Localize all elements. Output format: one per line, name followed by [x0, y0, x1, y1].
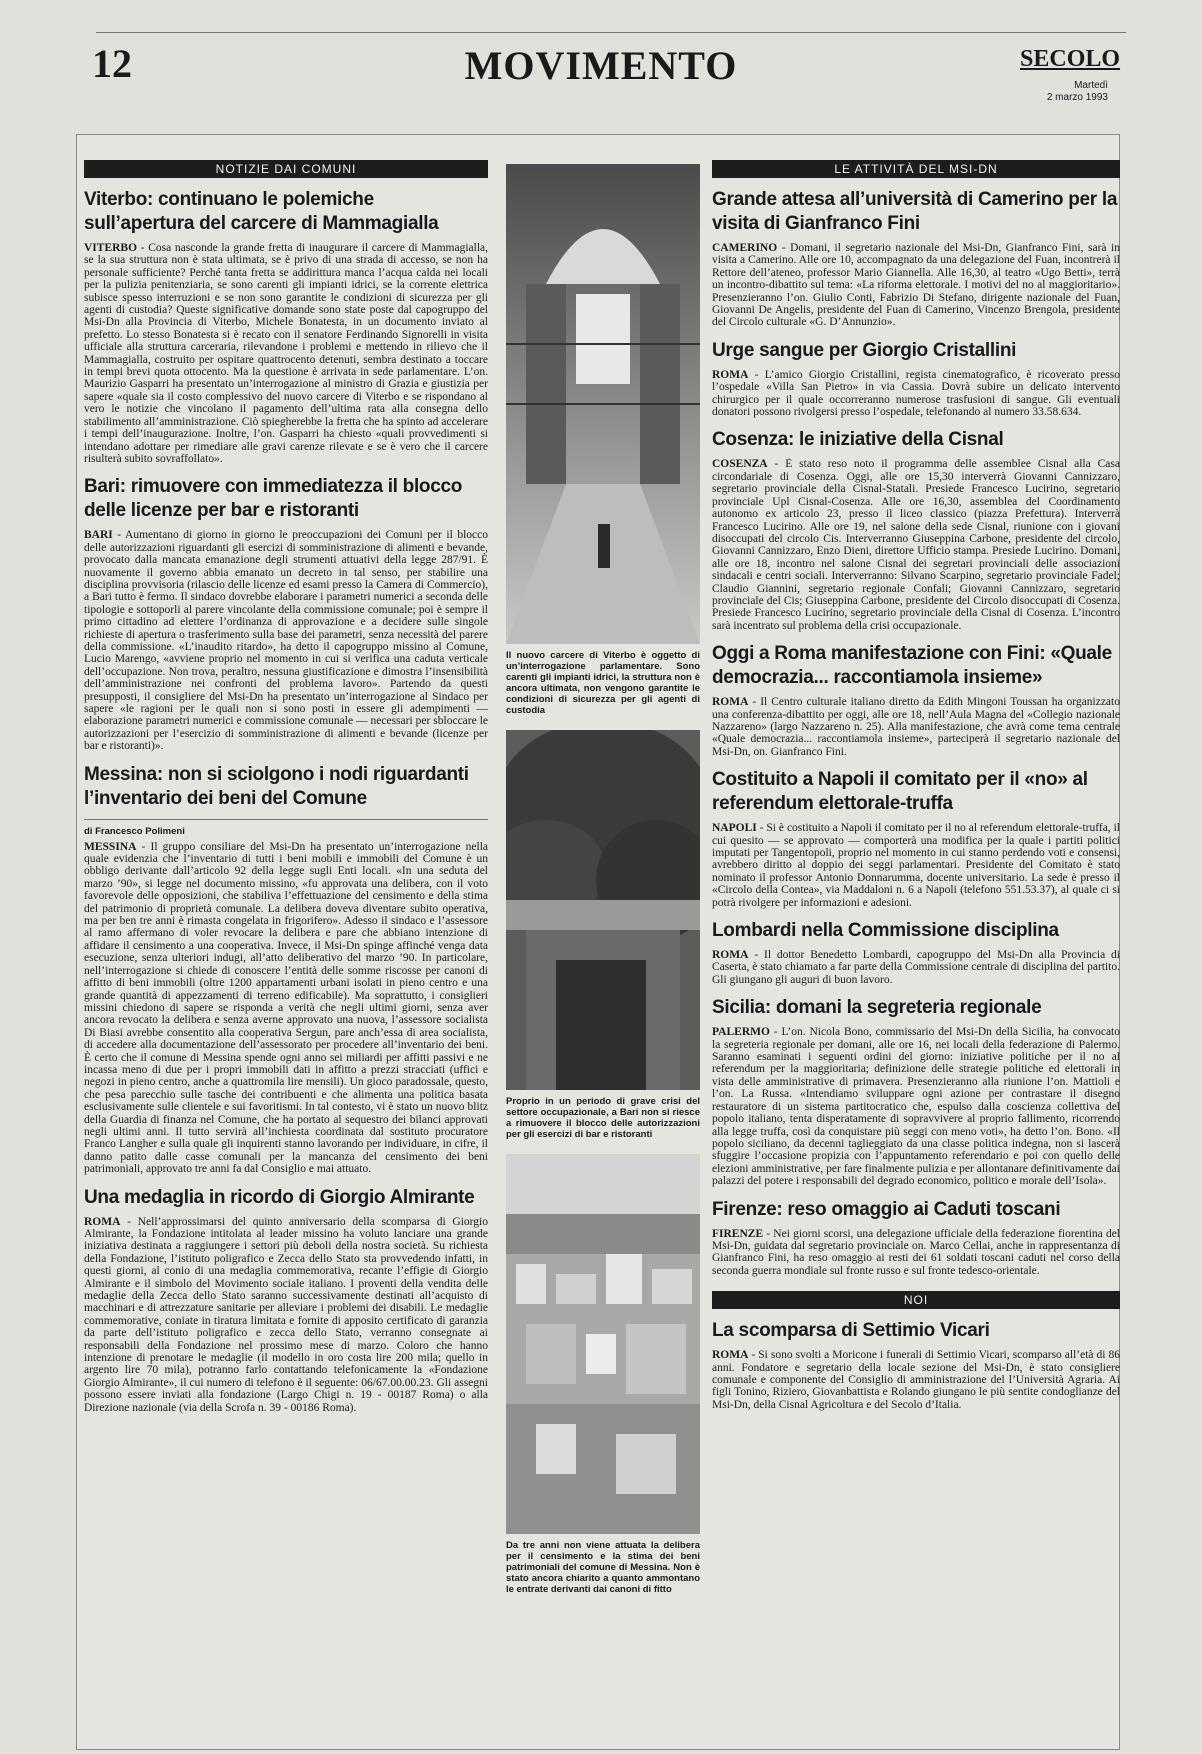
prison-photo — [506, 164, 700, 644]
article-vicari-title: La scomparsa di Settimio Vicari — [712, 1320, 990, 1342]
article-napoli-title: Costituito a Napoli il comitato per il «no» al referendum elettorale-truffa — [712, 769, 1088, 815]
article-lombardi-body: ROMA - Il dottor Benedetto Lombardi, capogruppo del Msi-Dn alla Provincia di Caserta, è stato chiamato a far parte della Commissione centrale di disciplina del partito. Gli giungano gli auguri di buon lavoro. — [712, 949, 1120, 986]
article-messina-body: MESSINA - Il gruppo consiliare del Msi-Dn ha presentato un’interrogazione nella quale evidenzia che l’inventario di tutti i beni mobili e immobili del Comune è un obbligo derivante dall’articolo 92 della legge sugli Enti locali. «In una seduta del marzo ’90», si legge nel documento missino, «fu approvata una delibera, con il voto favorevole delle opposizioni, che stabiliva l’effettuazione del censimento e della stima del patrimonio di proprietà comunale. La delibera doveva diventare subito operativa, ma per ben tre anni è rimasta congelata in frigorifero». Adesso il sindaco e l’assessore al ramo affermano di voler revocare la delibera e pare che abbiano intenzione di affidare il censimento a una cooperativa. Invece, il Msi-Dn spinge affinché venga data esecuzione, senza ulteriori indugi, all’atto deliberativo del marzo ’90. In particolare, nell’interrogazione si chiede di conoscere l’entità delle somme riscosse per canoni di affitto di beni immobili (oltre 1200 appartamenti urbani isolati in pieno centro e una grande quantità di appezzamenti di terreno edificabile). Ma soprattutto, i consiglieri missini chiedono di sapere se risponda a verità che negli ultimi giorni, senza aver ancora revocato la delibera e senza averne approvato una nuova, l’assessore socialista Di Biasi avrebbe consentito alla cooperativa Sergun, pare anch’essa di area socialista, di accedere alla documentazione dell’assessorato per procedere all’inventario dei beni. È certo che il comune di Messina spende ogni anno sei miliardi per affitti passivi e ne incassa meno di due per i propri immobili dati in affitto a prezzi stracciati (uffici e negozi in pieno centro, anche a quattromila lire mensili). Un gioco paradossale, questo, che pesa parecchio sulle tasche dei contribuenti e che alimenta una politica basata esclusivamente sulle clientele e sui favoritismi. In tal contesto, vi è stato un nuovo blitz della Guardia di finanza nel Comune, che ha portato al sequestro dei bilanci approvati negli ultimi anni. Il tutto servirà all’inchiesta coordinata dal sostituto procuratore Franco Langher e sulla quale gli inquirenti stanno lavorando per individuare, in cifre, il danno patito dalle casse comunali per la mancanza del censimento dei beni patrimoniali, approvato tre anni fa dal Consiglio e mai attuato. — [84, 840, 488, 1176]
bari-photo-caption: Proprio in un periodo di grave crisi del settore occupazionale, a Bari non si riesce a rimuovere il blocco delle autorizzazioni per gli esercizi di bar e ristoranti — [506, 1096, 700, 1140]
section-bar-comuni: NOTIZIE DAI COMUNI — [84, 160, 488, 178]
article-cosenza-title: Cosenza: le iniziative della Cisnal — [712, 429, 1004, 451]
article-bari-title: Bari: rimuovere con immediatezza il blocco delle licenze per bar e ristoranti — [84, 476, 463, 522]
article-lombardi-title: Lombardi nella Commissione disciplina — [712, 920, 1059, 942]
prison-photo-drawing — [506, 164, 700, 644]
article-firenze-body: FIRENZE - Nei giorni scorsi, una delegazione ufficiale della federazione fiorentina del Msi-Dn, guidata dal segretario provinciale on. Marco Cellai, anche in rappresentanza di Gianfranco Fini, ha reso omaggio ai resti dei 61 soldati toscani caduti nel corso della seconda guerra mondiale sul fronte russo e sul fronte tedesco-orientale. — [712, 1227, 1120, 1277]
left-column — [84, 160, 488, 1742]
article-fini-roma-title: Oggi a Roma manifestazione con Fini: «Quale democrazia... raccontiamola insieme» — [712, 643, 1112, 689]
section-bar-noi: NOI — [712, 1291, 1120, 1309]
article-viterbo-title: Viterbo: continuano le polemiche sull’apertura del carcere di Mammagialla — [84, 189, 439, 234]
section-title: MOVIMENTO — [464, 43, 738, 88]
article-vicari-body: ROMA - Si sono svolti a Moricone i funerali di Settimio Vicari, scomparso all’età di 86 anni. Fondatore e segretario della locale sezione del Msi-Dn, è stato consigliere comunale e componente del Consiglio di amministrazione del l’Università Agraria. Ai figli Tonino, Riziero, Giovanbattista e Rolando giungano le più sentite condoglianze del Msi-Dn, della Cisnal Agricoltura e del Secolo d’Italia. — [712, 1349, 1120, 1411]
newspaper-logo: SECOLO — [1020, 46, 1121, 72]
article-bari-body: BARI - Aumentano di giorno in giorno le preoccupazioni dei Comuni per il blocco delle autorizzazioni riguardanti gli esercizi di somministrazione di alimenti e bevande, provocato dalla mancata emanazione degli strumenti attuativi della legge 287/91. È nuovamente il governo abbia emanato un decreto in tal senso, per stabilire una disciplina provvisoria (rilascio delle licenze ed esami presso la Camera di Commercio), a Bari tutto è fermo. Il sindaco dovrebbe elaborare i parametri numerici a seconda delle tipologie e sottoporli al parere vincolante della commissione comunale; poi è sempre il primo cittadino ad elettere l’ordinanza di approvazione e a decidere sulle singole richieste di apertura o trasferimento sulla base dei parametri, senza necessità del parere della commissione. «L’inaudito ritardo», ha detto il capogruppo missino al Comune, Lucio Marengo, «avviene proprio nel momento in cui si verifica una caduta verticale dell’occupazione. Non trova, peraltro, nessuna giustificazione e dimostra l’insensibilità dell’amministrazione nei confronti del problema lavoro». Partendo da questi presupposti, il consigliere del Msi-Dn ha presentato un’interrogazione al Sindaco per sapere «le ragioni per le quali non si sono posti in essere gli adempimenti — elaborazione parametri numerici e commissione comunale — necessari per sbloccare le autorizzazioni per l’esercizio di somministrazione di alimenti e bevande (licenze per bar e ristoranti)». — [84, 529, 488, 753]
article-messina-byline: di Francesco Polimeni — [84, 819, 488, 837]
right-column — [712, 160, 1120, 1742]
article-camerino-title: Grande attesa all’università di Camerino per la visita di Gianfranco Fini — [712, 189, 1118, 234]
article-fini-roma-body: ROMA - Il Centro culturale italiano diretto da Edith Mingoni Toussan ha organizzato una conferenza-dibattito per oggi, alle ore 18, nell’Aula Magna del «Collegio nazionale Nazzareno» (largo Nazzareno n. 25). Alla manifestazione, che avrà come tema centrale «Quale democrazia... raccontiamola insieme», parteciperà il segretario nazionale del Msi-Dn, on. Gianfranco Fini. — [712, 696, 1120, 758]
article-almirante-body: ROMA - Nell’approssimarsi del quinto anniversario della scomparsa di Giorgio Almirante, la Fondazione intitolata al leader missino ha voluto lanciare una grande iniziativa destinata a raggiungere i settori più deboli della nostra società. Su richiesta della Fondazione, l’istituto poligrafico e Zecca dello Stato sta provvedendo infatti, in questi giorni, al conio di una medaglia commemorativa, recante l’effigie di Giorgio Almirante e il simbolo del Movimento sociale italiano. I proventi della vendita delle medaglie della Zecca dello Stato saranno successivamente destinati all’acquisto di macchinari e di attrezzature sanitarie per alleviare i problemi dei disabili. Le medaglie commemorative, coniate in tiratura limitata e fornite di apposito certificato di garanzia da parte dell’istituto poligrafico e zecca dello Stato, verranno consegnate ai responsabili della Fondazione nel prossimo mese di marzo. Coloro che hanno intenzione di prenotare le medaglie (il modello in oro costa lire 200 mila; quello in argento lire 70 mila), potranno farlo contattando telefonicamente la «Fondazione Giorgio Almirante», il cui numero di telefono è il seguente: 06/67.00.00.23. Gli assegni possono essere inviati alla fondazione (Largo Chigi n. 19 - 00187 Roma) o alla Direzione nazionale (via della Scrofa n. 39 - 00186 Roma). — [84, 1215, 488, 1414]
article-viterbo-body: VITERBO - Cosa nasconde la grande fretta di inaugurare il carcere di Mammagialla, se la sua struttura non è stata ultimata, se è privo di una strada di accesso, se non ha personale sufficiente? Perché tanta fretta se addirittura manca l’acqua calda nei locali per la pulizia penitenziaria, se sono carenti gli impianti idrici, se la corrente elettrica subisce spesso interruzioni e se non sono garantite le condizioni di sicurezza per gli agenti di custodia? Queste significative domande sono state poste dal capogruppo del Msi-Dn alla Provincia di Viterbo, Michele Bonatesta, in un documento inviato al prefetto. Lo stesso Bonatesta si è recato con il senatore Ferdinando Signorelli in visita ufficiale alla struttura carceraria, rilevandone i problemi e mettendo in rilievo che il Mammagialla, costruito per ospitare quattrocento detenuti, sembra destinato a toccare in tempi brevi quota ottocento. Ma la questione è arrivata in sede parlamentare. L’on. Maurizio Gasparri ha presentato un’interrogazione al ministro di Grazia e giustizia per sapere «quale sia il costo complessivo del nuovo carcere di Viterbo e se rispondano al vero le notizie che vincolano il pagamento dell’ultima rata alla consegna dello stabilimento all’amministrazione. Ciò spiegherebbe la fretta che ha spinto ad accelerare i tempi dell’inaugurazione. Inoltre, l’on. Gasparri ha chiesto «quali provvedimenti si intendano adottare per rimediare alle gravi carenze rilevate e se è vero che il carcere risulterà subito sovraffollato». — [84, 242, 488, 465]
top-rule — [96, 32, 1126, 33]
messina-city-drawing — [506, 1154, 700, 1534]
article-sicilia-title: Sicilia: domani la segreteria regionale — [712, 997, 1042, 1019]
photo-column — [506, 164, 700, 1742]
prison-photo-caption: Il nuovo carcere di Viterbo è oggetto di un’interrogazione parlamentare. Sono carenti gli impianti idrici, la struttura non è ancora ultimata, non vengono garantite le condizioni di sicurezza per gli agenti di custodia — [506, 650, 700, 716]
issue-day: Martedì — [1074, 80, 1108, 91]
article-firenze-title: Firenze: reso omaggio ai Caduti toscani — [712, 1198, 1061, 1220]
bari-cafe-drawing — [506, 730, 700, 1090]
issue-date: 2 marzo 1993 — [1046, 92, 1108, 103]
messina-photo-caption: Da tre anni non viene attuata la delibera per il censimento e la stima dei beni patrimoniali del comune di Messina. Non è stato ancora chiarito a quanto ammontano le entrate derivanti dai canoni di fitto — [506, 1540, 700, 1595]
article-cosenza-body: COSENZA - È stato reso noto il programma delle assemblee Cisnal alla Casa circondariale di Cosenza. Oggi, alle ore 15,30 interverrà Giovanni Cannizzaro, segretario provinciale della Cisnal-Statali. Presiede Francesco Lucirino, segretario provinciale Upl Cisnal-Cosenza. Alle ore 16,30, assemblea del Coordinamento autonomo ex articolo 23, presso il liceo classico (piazza Prefettura). Interverrà Francesco Lucirino. Alle ore 19, nel salone della sede Cisnal, riunione con i giovani disoccupati del circolo Cis. Interverranno Giuseppina Carbone, presidente del circolo, Giovanni Cannizzaro, Enzo Dieni, direttore Ufficio stampa. Presiede Lucirino. Domani, alle ore 18, incontro nel salone Cisnal dei segretari provinciali delle associazioni sindacali e centri sociali. Interverranno: Silvano Scarpino, segretario provinciale Fadel; Claudio Giannini, segretario regionale Confali; Giovanni Cannizzaro, segretario provinciale del Cis; Giuseppina Carbone, presidente del Circolo disoccupati di Cosenza. Presiede Francesco Lucirino, segretario provinciale della Cisnal di Cosenza. L’incontro sarà incentrato sul problema della crisi occupazionale. — [712, 458, 1120, 632]
section-bar-msi: LE ATTIVITÀ DEL MSI-DN — [712, 160, 1120, 178]
article-sicilia-body: PALERMO - L’on. Nicola Bono, commissario del Msi-Dn della Sicilia, ha convocato la segreteria regionale per domani, alle ore 16, nei locali della federazione di Palermo. Saranno esaminati i seguenti ordini del giorno: iniziative politiche per il no al referendum per la maggioritaria; definizione delle strategie politiche ed elettorali in vista delle amministrative di primavera. Presenzieranno alla riunione l’on. Mattioli e l’on. La Russa. «Intendiamo sviluppare ogni azione per contrastare il disegno restauratore di un sistema partitocratico che, espulso dalla coscienza collettiva del popolo italiano, tenta disperatamente di sopravvivere al proprio fallimento, ricorrendo alla legge truffa, così da conquistare più seggi con meno voti», ha detto l’on. Bono. «Il popolo siciliano, da decenni taglieggiato da una classe politica indegna, non si lascerà sfuggire l’occasione propizia con l’appuntamento referendario e poi con quello delle elezioni amministrative, per fare finalmente pulizia e per allontanare definitivamente dai palazzi del potere i responsabili del degrado economico, politico e morale dell’Isola». — [712, 1026, 1120, 1188]
article-cristallini-body: ROMA - L’amico Giorgio Cristallini, regista cinematografico, è ricoverato presso l’ospedale «Villa San Pietro» in via Cassia. Dovrà subire un delicato intervento chirurgico per il quale occorreranno numerose trasfusioni di sangue. Gli eventuali donatori possono rivolgersi presso l’ospedale, telefonando al numero 33.58.634. — [712, 368, 1120, 419]
article-camerino-body: CAMERINO - Domani, il segretario nazionale del Msi-Dn, Gianfranco Fini, sarà in visita a Camerino. Alle ore 10, accompagnato da una delegazione del Fuan, incontrerà il Rettore dell’ateneo, professor Mario Giannella. Alle 16,30, al teatro «Ugo Betti», terrà un incontro-dibattito sul tema: «La riforma elettorale. I motivi del no al maggioritario». Presenzieranno l’on. Giulio Conti, Fabrizio Di Stefano, dirigente nazionale del Fuan, Giovanni De Angelis, presidente del Fuan di Camerino, Vincenzo Brengola, presidente del Circolo culturale «G. D’Annunzio». — [712, 242, 1120, 329]
page-number: 12 — [92, 41, 132, 86]
article-messina-title: Messina: non si sciolgono i nodi riguardanti l’inventario dei beni del Comune — [84, 763, 469, 809]
messina-city-photo — [506, 1154, 700, 1534]
article-napoli-body: NAPOLI - Si è costituito a Napoli il comitato per il no al referendum elettorale-truffa, il cui quesito — se approvato — comporterà una modifica per la quale i partiti politici imputati per Tangentopoli, proprio nel momento in cui stanno perdendo voti e consensi, avrebbero diritto al doppio dei seggi parlamentari. Presidente del Comitato è stato nominato il professor Antonio Donnarumma, docente universitario. La sede è presso il «Circolo della Contea», via Maddaloni n. 6 a Napoli (telefono 551.53.37), al quale ci si potrà rivolgere per informazioni e adesioni. — [712, 822, 1120, 909]
article-cristallini-title: Urge sangue per Giorgio Cristallini — [712, 339, 1017, 361]
article-almirante-title: Una medaglia in ricordo di Giorgio Almirante — [84, 1186, 475, 1208]
bari-cafe-photo — [506, 730, 700, 1090]
